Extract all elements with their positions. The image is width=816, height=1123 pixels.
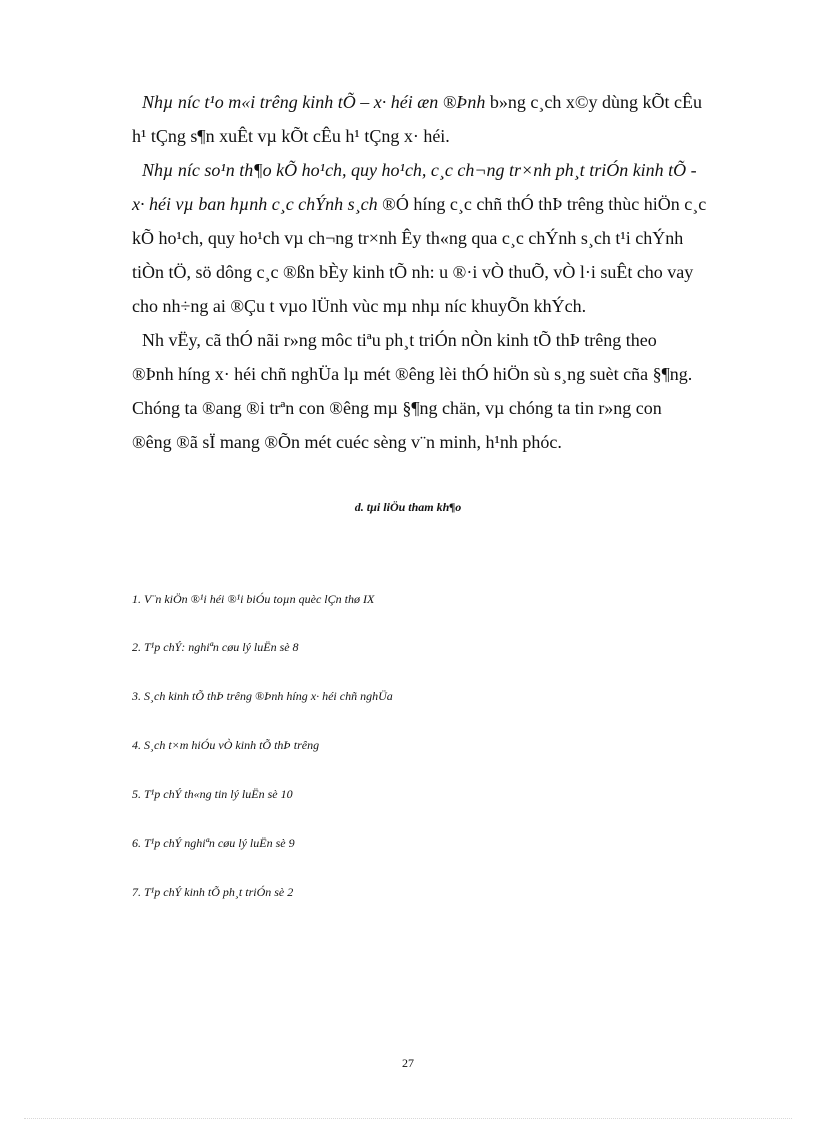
paragraph-1-line-2: h¹ tÇng s¶n xuÊt vµ kÕt cÊu h¹ tÇng x· héi. xyxy=(132,126,450,146)
paragraph-2-line-2: x· héi vµ ban hµnh c¸c chÝnh s¸ch ®Ó híng c¸c chñ thÓ thÞ trêng thùc hiÖn c¸c xyxy=(132,194,707,214)
reference-item-7: 7. T¹p chÝ kinh tÕ ph¸t triÓn sè 2 xyxy=(132,885,294,899)
reference-item-3: 3. S¸ch kinh tÕ thÞ trêng ®Þnh híng x· héi chñ nghÜa xyxy=(132,689,393,703)
paragraph-3-line-3: Chóng ta ®ang ®i trªn con ®êng mµ §¶ng chän, vµ chóng ta tin r»ng con xyxy=(132,398,662,418)
paragraph-2-line-4: tiÒn tÖ, sö dông c¸c ®ßn bÈy kinh tÕ nh: u ®·i vÒ thuÕ, vÒ l·i suÊt cho vay xyxy=(132,262,694,282)
reference-item-4: 4. S¸ch t×m hiÓu vÒ kinh tÕ thÞ trêng xyxy=(132,738,320,752)
paragraph-1-line-1: Nhµ níc t¹o m«i trêng kinh tÕ – x· héi æn ®Þnh b»ng c¸ch x©y dùng kÕt cÊu xyxy=(142,92,703,112)
paragraph-2-line-1: Nhµ níc so¹n th¶o kÕ ho¹ch, quy ho¹ch, c¸c ch¬ng tr×nh ph¸t triÓn kinh tÕ - xyxy=(142,160,697,180)
paragraph-3-line-4: ®êng ®ã sÏ mang ®Õn mét cuéc sèng v¨n minh, h¹nh phóc. xyxy=(132,432,562,452)
reference-item-2: 2. T¹p chÝ: nghiªn cøu lý luËn sè 8 xyxy=(132,640,299,654)
paragraph-2-line-5: cho nh÷ng ai ®Çu t vµo lÜnh vùc mµ nhµ níc khuyÕn khÝch. xyxy=(132,296,587,316)
paragraph-2-line-3: kÕ ho¹ch, quy ho¹ch vµ ch¬ng tr×nh Êy th«ng qua c¸c chÝnh s¸ch t¹i chÝnh xyxy=(132,228,684,248)
page-number: 27 xyxy=(402,1056,414,1070)
paragraph-3-line-1: Nh vËy, cã thÓ nãi r»ng môc tiªu ph¸t triÓn nÒn kinh tÕ thÞ trêng theo xyxy=(142,330,657,350)
page-bottom-divider xyxy=(24,1118,792,1119)
paragraph-3-line-2: ®Þnh híng x· héi chñ nghÜa lµ mét ®êng lèi thÓ hiÖn sù s¸ng suèt cña §¶ng. xyxy=(132,364,693,384)
references-heading: d. tµi liÖu tham kh¶o xyxy=(354,500,462,514)
reference-item-1: 1. V¨n kiÖn ®¹i héi ®¹i biÓu toµn quèc lÇn thø IX xyxy=(132,592,375,606)
reference-item-6: 6. T¹p chÝ nghiªn cøu lý luËn sè 9 xyxy=(132,836,295,850)
reference-item-5: 5. T¹p chÝ th«ng tin lý luËn sè 10 xyxy=(132,787,293,801)
